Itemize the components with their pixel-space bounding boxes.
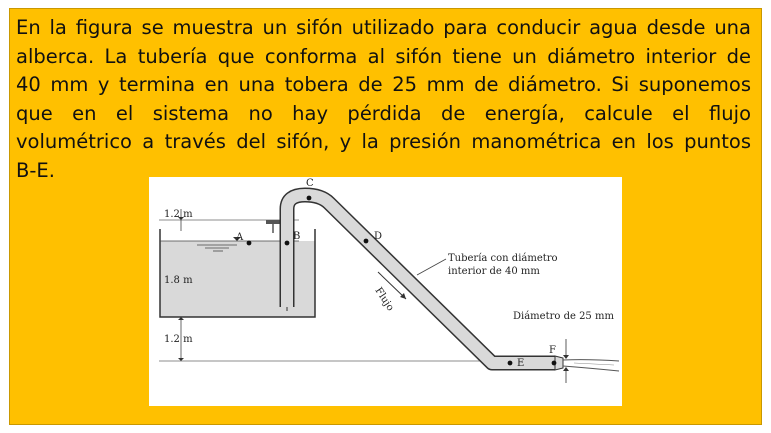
problem-line: B-E. [16, 158, 55, 182]
problem-line: 40 mm y termina en una tobera de 25 mm de diámetro. Si suponemos [16, 73, 751, 96]
flow-label: Flujo [372, 285, 396, 314]
problem-line: alberca. La tubería que conforma al sifón tiene un diámetro interior de [16, 44, 751, 68]
point-f-marker [552, 361, 557, 366]
siphon-diagram [149, 177, 622, 406]
dim-middle-label: 1.8 m [164, 275, 193, 286]
pipe-label-leader [417, 259, 446, 275]
point-c-marker [307, 196, 312, 201]
siphon-pipe [287, 195, 555, 363]
problem-statement [16, 14, 751, 185]
point-b-marker [285, 241, 290, 246]
point-a-label: A [236, 232, 244, 243]
dim-arrow [178, 358, 184, 361]
point-f-label: F [549, 345, 556, 356]
pipe-label-line1: Tubería con diámetro [448, 253, 558, 264]
point-e-marker [508, 361, 513, 366]
dim-bottom-label: 1.2 m [164, 334, 193, 345]
problem-line: En la figura se muestra un sifón utilizado para conducir agua desde una [16, 16, 751, 39]
problem-line: volumétrico a través del sifón, y la presión manométrica en los puntos [16, 130, 751, 153]
dim-top-label: 1.2 m [164, 209, 193, 220]
point-d-label: D [374, 231, 383, 242]
nozzle-label: Diámetro de 25 mm [513, 311, 614, 322]
point-c-label: C [306, 178, 314, 189]
point-e-label: E [517, 358, 525, 369]
siphon-figure [149, 177, 622, 406]
point-d-marker [364, 239, 369, 244]
pipe-label-line2: interior de 40 mm [448, 266, 540, 277]
problem-line: que en el sistema no hay pérdida de energía, calcule el flujo [16, 101, 751, 125]
valve-icon [266, 220, 280, 224]
point-a-marker [247, 241, 252, 246]
point-b-label: B [293, 231, 301, 242]
